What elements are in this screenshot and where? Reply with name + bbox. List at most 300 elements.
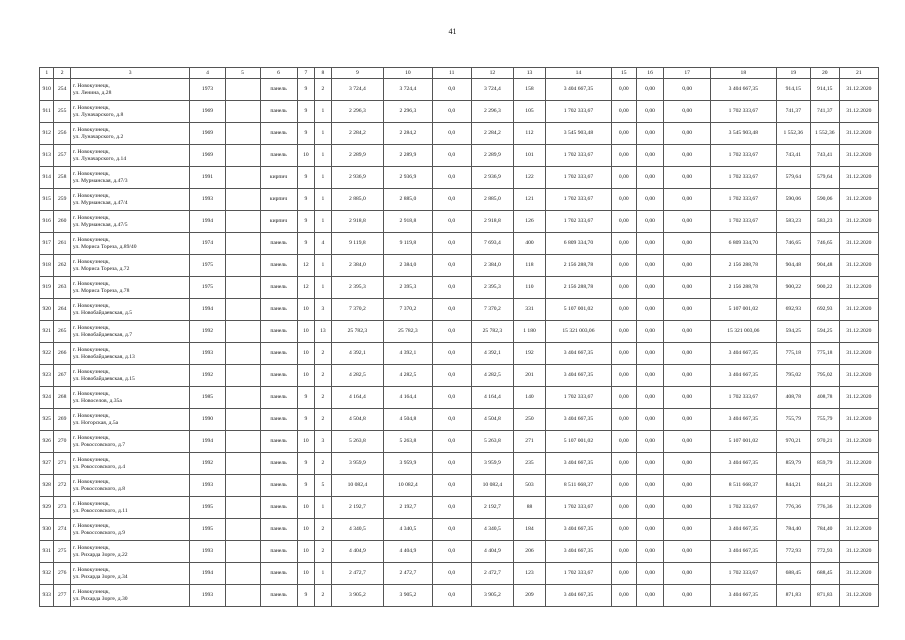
cell-col-20: 741,37 [810,101,839,123]
cell-col-21: 31.12.2020 [839,123,878,145]
table-row [40,167,879,189]
cell-col-5 [225,365,260,387]
address-city: г. Новокузнецк, [72,236,110,243]
cell-col-15: 0,00 [611,211,636,233]
address-city: г. Новокузнецк, [72,280,110,287]
cell-col-18: 1 702 333,67 [710,563,776,585]
table-row [40,79,879,101]
address-street: ул. Мориса Тореза, д.78 [72,287,130,294]
cell-col-12: 2 936,9 [471,167,513,189]
cell-col-16: 0,00 [636,255,664,277]
cell-col-19: 844,21 [776,475,810,497]
address-street: ул. Новоселов, д.35а [72,397,122,404]
cell-col-8: 2 [315,343,331,365]
cell-col-15: 0,00 [611,167,636,189]
cell-col-12: 5 263,8 [471,431,513,453]
cell-col-15: 0,00 [611,233,636,255]
cell-col-5 [225,519,260,541]
cell-col-9: 2 384,0 [331,255,384,277]
address-cell [70,585,190,607]
cell-col-12: 2 289,9 [471,145,513,167]
cell-col-14: 1 702 333,67 [545,497,611,519]
address-street: ул. Ленина, д.28 [72,89,112,96]
address-city: г. Новокузнецк, [72,148,110,155]
address-street: ул. Рихарда Зорге, д.34 [72,573,128,580]
cell-col-21: 31.12.2020 [839,541,878,563]
cell-col-4: 1969 [190,101,225,123]
cell-col-11: 0,0 [432,541,471,563]
cell-col-6: панель [260,101,297,123]
table-row [40,431,879,453]
cell-col-12: 2 296,3 [471,101,513,123]
cell-col-10: 25 782,3 [384,321,432,343]
cell-col-7: 9 [297,101,315,123]
cell-col-15: 0,00 [611,123,636,145]
cell-col-6: панель [260,541,297,563]
cell-col-11: 0,0 [432,497,471,519]
cell-col-1: 923 [40,365,54,387]
cell-col-7: 9 [297,211,315,233]
cell-col-13: 400 [514,233,546,255]
cell-col-12: 4 504,8 [471,409,513,431]
cell-col-12: 2 284,2 [471,123,513,145]
cell-col-21: 31.12.2020 [839,189,878,211]
cell-col-18: 8 511 668,37 [710,475,776,497]
cell-col-19: 590,06 [776,189,810,211]
cell-col-5 [225,563,260,585]
cell-col-7: 9 [297,409,315,431]
cell-col-7: 9 [297,189,315,211]
cell-col-16: 0,00 [636,563,664,585]
cell-col-20: 755,79 [810,409,839,431]
cell-col-17: 0,00 [664,409,710,431]
cell-col-20: 775,18 [810,343,839,365]
cell-col-13: 105 [514,101,546,123]
cell-col-12: 2 472,7 [471,563,513,585]
cell-col-21: 31.12.2020 [839,255,878,277]
address-street: ул. Мурманская, д.47/3 [72,177,128,184]
cell-col-11: 0,0 [432,101,471,123]
cell-col-11: 0,0 [432,519,471,541]
cell-col-6: панель [260,277,297,299]
cell-col-4: 1992 [190,321,225,343]
cell-col-10: 3 724,4 [384,79,432,101]
cell-col-8: 1 [315,497,331,519]
cell-col-6: панель [260,497,297,519]
table-row [40,563,879,585]
cell-col-2: 270 [54,431,70,453]
cell-col-15: 0,00 [611,343,636,365]
address-city: г. Новокузнецк, [72,434,110,441]
cell-col-19: 859,79 [776,453,810,475]
cell-col-8: 1 [315,211,331,233]
cell-col-7: 9 [297,585,315,607]
cell-col-8: 1 [315,167,331,189]
cell-col-11: 0,0 [432,277,471,299]
cell-col-10: 2 192,7 [384,497,432,519]
cell-col-4: 1973 [190,79,225,101]
cell-col-7: 12 [297,255,315,277]
cell-col-19: 1 552,36 [776,123,810,145]
cell-col-2: 256 [54,123,70,145]
cell-col-15: 0,00 [611,497,636,519]
cell-col-2: 265 [54,321,70,343]
cell-col-20: 904,48 [810,255,839,277]
cell-col-9: 2 296,3 [331,101,384,123]
cell-col-2: 260 [54,211,70,233]
cell-col-20: 594,25 [810,321,839,343]
cell-col-7: 9 [297,123,315,145]
cell-col-13: 118 [514,255,546,277]
cell-col-17: 0,00 [664,299,710,321]
cell-col-15: 0,00 [611,299,636,321]
cell-col-16: 0,00 [636,409,664,431]
cell-col-5 [225,189,260,211]
address-cell [70,497,190,519]
cell-col-21: 31.12.2020 [839,365,878,387]
cell-col-1: 914 [40,167,54,189]
cell-col-14: 1 702 333,67 [545,145,611,167]
cell-col-9: 25 782,3 [331,321,384,343]
cell-col-1: 922 [40,343,54,365]
cell-col-20: 859,79 [810,453,839,475]
cell-col-7: 10 [297,541,315,563]
cell-col-21: 31.12.2020 [839,343,878,365]
table-row [40,585,879,607]
cell-col-9: 2 885,0 [331,189,384,211]
cell-col-7: 9 [297,475,315,497]
cell-col-16: 0,00 [636,365,664,387]
cell-col-20: 408,78 [810,387,839,409]
column-header: 19 [776,68,810,79]
cell-col-12: 2 918,8 [471,211,513,233]
cell-col-4: 1985 [190,387,225,409]
cell-col-11: 0,0 [432,299,471,321]
cell-col-2: 273 [54,497,70,519]
cell-col-17: 0,00 [664,233,710,255]
cell-col-17: 0,00 [664,563,710,585]
cell-col-20: 746,65 [810,233,839,255]
cell-col-19: 579,64 [776,167,810,189]
cell-col-14: 1 702 333,67 [545,101,611,123]
cell-col-17: 0,00 [664,387,710,409]
address-street: ул. Рокоссовского, д.11 [72,507,128,514]
cell-col-15: 0,00 [611,541,636,563]
cell-col-11: 0,0 [432,233,471,255]
cell-col-14: 3 404 667,35 [545,365,611,387]
cell-col-16: 0,00 [636,519,664,541]
cell-col-17: 0,00 [664,189,710,211]
cell-col-4: 1993 [190,585,225,607]
cell-col-20: 590,06 [810,189,839,211]
cell-col-16: 0,00 [636,101,664,123]
cell-col-14: 3 545 903,48 [545,123,611,145]
cell-col-2: 262 [54,255,70,277]
cell-col-10: 5 263,8 [384,431,432,453]
cell-col-1: 930 [40,519,54,541]
cell-col-6: панель [260,431,297,453]
cell-col-14: 1 702 333,67 [545,167,611,189]
cell-col-11: 0,0 [432,255,471,277]
table-row [40,255,879,277]
cell-col-14: 1 702 333,67 [545,211,611,233]
cell-col-7: 9 [297,167,315,189]
cell-col-12: 4 340,5 [471,519,513,541]
cell-col-6: кирпич [260,189,297,211]
address-city: г. Новокузнецк, [72,192,110,199]
cell-col-6: панель [260,453,297,475]
column-header: 1 [40,68,54,79]
cell-col-14: 2 156 288,78 [545,277,611,299]
cell-col-7: 9 [297,387,315,409]
cell-col-5 [225,497,260,519]
cell-col-18: 1 702 333,67 [710,387,776,409]
cell-col-14: 2 156 288,78 [545,255,611,277]
cell-col-16: 0,00 [636,277,664,299]
address-cell [70,211,190,233]
cell-col-8: 3 [315,299,331,321]
cell-col-18: 3 404 667,35 [710,409,776,431]
cell-col-16: 0,00 [636,541,664,563]
table-row [40,299,879,321]
cell-col-5 [225,233,260,255]
address-cell [70,145,190,167]
cell-col-4: 1992 [190,365,225,387]
address-street: ул. Луначарского, д.2 [72,133,124,140]
cell-col-13: 101 [514,145,546,167]
cell-col-19: 775,18 [776,343,810,365]
cell-col-19: 784,40 [776,519,810,541]
address-street: ул. Новобайдаевская, д.13 [72,353,135,360]
cell-col-12: 7 693,4 [471,233,513,255]
cell-col-11: 0,0 [432,475,471,497]
cell-col-10: 4 504,8 [384,409,432,431]
cell-col-2: 274 [54,519,70,541]
address-city: г. Новокузнецк, [72,500,110,507]
address-city: г. Новокузнецк, [72,522,110,529]
cell-col-17: 0,00 [664,585,710,607]
cell-col-5 [225,585,260,607]
cell-col-4: 1995 [190,497,225,519]
cell-col-16: 0,00 [636,79,664,101]
column-header: 17 [664,68,710,79]
cell-col-15: 0,00 [611,79,636,101]
address-street: ул. Ногорская, д.5а [72,419,119,426]
cell-col-13: 271 [514,431,546,453]
cell-col-13: 206 [514,541,546,563]
cell-col-7: 10 [297,299,315,321]
cell-col-1: 927 [40,453,54,475]
cell-col-14: 3 404 667,35 [545,453,611,475]
cell-col-8: 1 [315,145,331,167]
cell-col-18: 5 107 001,02 [710,431,776,453]
address-cell [70,233,190,255]
cell-col-18: 3 404 667,35 [710,365,776,387]
address-street: ул. Рихарда Зорге, д.22 [72,551,128,558]
cell-col-15: 0,00 [611,519,636,541]
cell-col-21: 31.12.2020 [839,167,878,189]
column-header: 8 [315,68,331,79]
cell-col-7: 10 [297,431,315,453]
cell-col-10: 10 082,4 [384,475,432,497]
cell-col-6: панель [260,387,297,409]
cell-col-1: 931 [40,541,54,563]
address-cell [70,189,190,211]
cell-col-1: 920 [40,299,54,321]
cell-col-15: 0,00 [611,145,636,167]
cell-col-11: 0,0 [432,211,471,233]
cell-col-10: 9 119,8 [384,233,432,255]
cell-col-17: 0,00 [664,255,710,277]
cell-col-13: 121 [514,189,546,211]
cell-col-7: 9 [297,79,315,101]
cell-col-18: 3 404 667,35 [710,79,776,101]
cell-col-15: 0,00 [611,321,636,343]
cell-col-20: 579,64 [810,167,839,189]
cell-col-18: 3 404 667,35 [710,541,776,563]
cell-col-8: 3 [315,431,331,453]
cell-col-9: 2 395,3 [331,277,384,299]
cell-col-4: 1969 [190,123,225,145]
address-cell [70,343,190,365]
cell-col-13: 209 [514,585,546,607]
cell-col-7: 10 [297,365,315,387]
table-row [40,519,879,541]
cell-col-13: 201 [514,365,546,387]
cell-col-9: 4 164,4 [331,387,384,409]
address-street: ул. Рихарда Зорге, д.30 [72,595,128,602]
cell-col-14: 15 321 003,06 [545,321,611,343]
address-city: г. Новокузнецк, [72,390,110,397]
cell-col-7: 10 [297,321,315,343]
cell-col-18: 1 702 333,67 [710,189,776,211]
cell-col-21: 31.12.2020 [839,431,878,453]
cell-col-18: 2 156 288,78 [710,277,776,299]
cell-col-10: 2 395,3 [384,277,432,299]
cell-col-9: 9 119,8 [331,233,384,255]
cell-col-9: 2 936,9 [331,167,384,189]
cell-col-12: 3 905,2 [471,585,513,607]
address-city: г. Новокузнецк, [72,302,110,309]
cell-col-13: 140 [514,387,546,409]
cell-col-4: 1994 [190,563,225,585]
cell-col-15: 0,00 [611,563,636,585]
cell-col-9: 5 263,8 [331,431,384,453]
cell-col-18: 5 107 001,02 [710,299,776,321]
cell-col-2: 269 [54,409,70,431]
cell-col-15: 0,00 [611,365,636,387]
cell-col-7: 10 [297,145,315,167]
cell-col-1: 924 [40,387,54,409]
cell-col-6: панель [260,299,297,321]
address-city: г. Новокузнецк, [72,412,110,419]
cell-col-18: 3 404 667,35 [710,519,776,541]
column-header: 11 [432,68,471,79]
cell-col-11: 0,0 [432,145,471,167]
cell-col-17: 0,00 [664,277,710,299]
cell-col-19: 871,83 [776,585,810,607]
address-city: г. Новокузнецк, [72,346,110,353]
cell-col-19: 408,78 [776,387,810,409]
cell-col-21: 31.12.2020 [839,101,878,123]
cell-col-16: 0,00 [636,211,664,233]
column-header: 3 [70,68,190,79]
cell-col-21: 31.12.2020 [839,475,878,497]
cell-col-16: 0,00 [636,343,664,365]
cell-col-15: 0,00 [611,585,636,607]
address-cell [70,519,190,541]
column-header: 2 [54,68,70,79]
cell-col-17: 0,00 [664,365,710,387]
cell-col-17: 0,00 [664,145,710,167]
address-city: г. Новокузнецк, [72,104,110,111]
cell-col-18: 2 156 288,78 [710,255,776,277]
cell-col-8: 1 [315,277,331,299]
cell-col-7: 10 [297,343,315,365]
cell-col-20: 795,02 [810,365,839,387]
cell-col-19: 772,93 [776,541,810,563]
cell-col-18: 1 702 333,67 [710,101,776,123]
cell-col-9: 4 282,5 [331,365,384,387]
cell-col-6: панель [260,409,297,431]
cell-col-2: 266 [54,343,70,365]
cell-col-5 [225,453,260,475]
address-street: ул. Луначарского, д.8 [72,111,124,118]
address-street: ул. Новобайдаевская, д.7 [72,331,133,338]
cell-col-5 [225,475,260,497]
cell-col-8: 2 [315,365,331,387]
cell-col-11: 0,0 [432,343,471,365]
cell-col-11: 0,0 [432,167,471,189]
cell-col-13: 112 [514,123,546,145]
cell-col-19: 746,65 [776,233,810,255]
cell-col-21: 31.12.2020 [839,211,878,233]
cell-col-14: 3 404 667,35 [545,519,611,541]
cell-col-6: панель [260,79,297,101]
cell-col-14: 3 404 667,35 [545,585,611,607]
cell-col-9: 2 192,7 [331,497,384,519]
cell-col-6: панель [260,365,297,387]
cell-col-13: 110 [514,277,546,299]
cell-col-17: 0,00 [664,79,710,101]
cell-col-10: 2 384,0 [384,255,432,277]
cell-col-4: 1975 [190,277,225,299]
column-header: 6 [260,68,297,79]
cell-col-14: 1 702 333,67 [545,387,611,409]
cell-col-5 [225,541,260,563]
cell-col-15: 0,00 [611,453,636,475]
buildings-table [39,67,879,607]
table-row [40,321,879,343]
address-city: г. Новокузнецк, [72,478,110,485]
cell-col-10: 2 885,0 [384,189,432,211]
cell-col-10: 4 340,5 [384,519,432,541]
cell-col-6: панель [260,145,297,167]
address-street: ул. Мориса Тореза, д.89/40 [72,243,137,250]
cell-col-17: 0,00 [664,497,710,519]
address-city: г. Новокузнецк, [72,82,110,89]
address-street: ул. Рокоссовского, д.9 [72,529,126,536]
cell-col-12: 2 192,7 [471,497,513,519]
cell-col-5 [225,387,260,409]
cell-col-17: 0,00 [664,475,710,497]
cell-col-20: 583,23 [810,211,839,233]
address-street: ул. Рокоссовского, д.4 [72,463,126,470]
cell-col-19: 594,25 [776,321,810,343]
cell-col-16: 0,00 [636,431,664,453]
cell-col-7: 9 [297,233,315,255]
cell-col-2: 264 [54,299,70,321]
